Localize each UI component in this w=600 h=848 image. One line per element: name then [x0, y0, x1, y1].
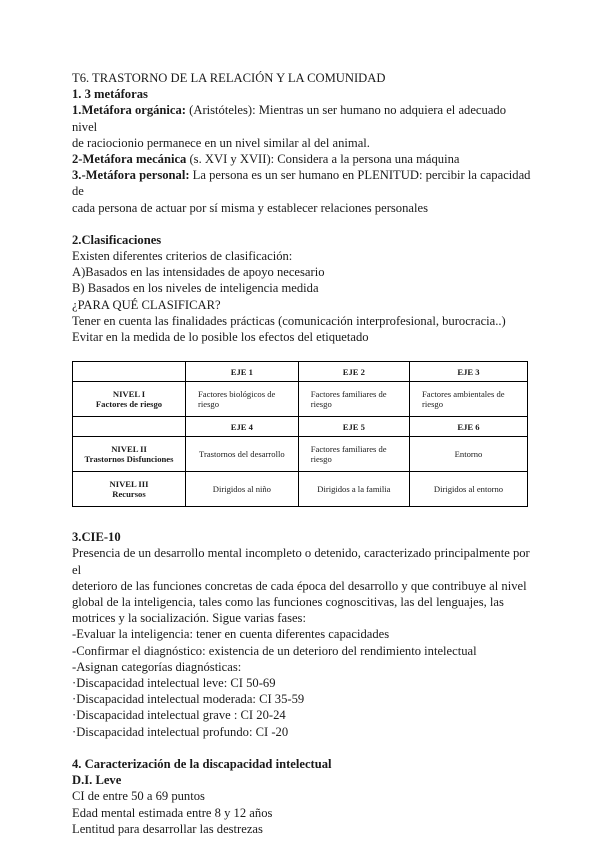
- s4-line: Lentitud para desarrollar las destrezas: [72, 821, 263, 836]
- section-2-heading: 2.Clasificaciones: [72, 232, 162, 247]
- s3-line: ·Discapacidad intelectual profundo: CI -20: [72, 724, 289, 739]
- level-label: NIVEL II Trastornos Disfunciones: [73, 437, 186, 472]
- table-empty-cell: [73, 362, 186, 382]
- s2-line: A)Basados en las intensidades de apoyo necesario: [72, 265, 325, 280]
- metaphor-mechanic: 2-Metáfora mecánica (s. XVI y XVII): Considera a la persona una máquina: [72, 152, 460, 167]
- table-cell: Factores biológicos de riesgo: [186, 382, 299, 417]
- table-cell: Factores familiares de riesgo: [298, 437, 409, 472]
- metaphor-personal-cont: cada persona de actuar por sí misma y establecer relaciones personales: [72, 200, 428, 215]
- table-cell: Dirigidos al entorno: [410, 472, 528, 507]
- table-cell: Dirigidos a la familia: [298, 472, 409, 507]
- s3-line: -Evaluar la inteligencia: tener en cuenta diferentes capacidades: [72, 627, 390, 642]
- table-cell: Entorno: [410, 437, 528, 472]
- metaphor-organic: 1.Metáfora orgánica: (Aristóteles): Mientras un ser humano no adquiera el adecuado nivel: [72, 103, 507, 134]
- table-cell: Factores ambientales de riesgo: [410, 382, 528, 417]
- s2-line: Evitar en la medida de lo posible los efectos del etiquetado: [72, 330, 369, 345]
- table-row: [73, 472, 528, 507]
- table-row: [73, 437, 528, 472]
- table-row: [73, 417, 528, 437]
- document-title: T6. TRASTORNO DE LA RELACIÓN Y LA COMUNIDAD: [72, 71, 386, 85]
- axis-header: EJE 4: [186, 417, 299, 437]
- s4-line: CI de entre 50 a 69 puntos: [72, 789, 205, 804]
- metaphor-organic-label: 1.Metáfora orgánica:: [72, 103, 187, 118]
- axis-header: EJE 3: [410, 362, 528, 382]
- section-4-subheading: D.I. Leve: [72, 773, 122, 788]
- s3-line: ·Discapacidad intelectual leve: CI 50-69: [72, 676, 276, 691]
- metaphor-organic-cont: de raciocionio permanece en un nivel similar al del animal.: [72, 135, 370, 150]
- s3-line: -Confirmar el diagnóstico: existencia de un deterioro del rendimiento intelectual: [72, 643, 477, 658]
- table-cell: Factores familiares de riesgo: [298, 382, 409, 417]
- table-cell: Trastornos del desarrollo: [186, 437, 299, 472]
- section-1-heading: 1. 3 metáforas: [72, 87, 148, 102]
- level-label: NIVEL III Recursos: [73, 472, 186, 507]
- s2-line: ¿PARA QUÉ CLASIFICAR?: [72, 297, 221, 312]
- s3-line: global de la inteligencia, tales como las funciones cognoscitivas, las del lenguajes, las: [72, 595, 504, 610]
- s3-line: ·Discapacidad intelectual moderada: CI 35-59: [72, 692, 305, 707]
- s3-line: Presencia de un desarrollo mental incompleto o detenido, caracterizado principalmente por el: [72, 546, 530, 577]
- s3-line: deterioro de las funciones concretas de cada época del desarrollo y que contribuye al nivel: [72, 578, 527, 593]
- classification-table: [72, 361, 528, 507]
- s2-line: Existen diferentes criterios de clasificación:: [72, 249, 293, 264]
- s2-line: Tener en cuenta las finalidades prácticas (comunicación interprofesional, burocracia..): [72, 313, 506, 328]
- s2-line: B) Basados en los niveles de inteligencia medida: [72, 281, 319, 296]
- metaphor-personal: 3.-Metáfora personal: La persona es un ser humano en PLENITUD: percibir la capacidad de: [72, 168, 531, 199]
- document-page: [72, 70, 532, 837]
- s3-line: ·Discapacidad intelectual grave : CI 20-24: [72, 708, 286, 723]
- table-empty-cell: [73, 417, 186, 437]
- s4-line: Edad mental estimada entre 8 y 12 años: [72, 805, 273, 820]
- section-3-heading: 3.CIE-10: [72, 530, 121, 545]
- axis-header: EJE 2: [298, 362, 409, 382]
- metaphor-personal-label: 3.-Metáfora personal:: [72, 168, 190, 183]
- axis-header: EJE 6: [410, 417, 528, 437]
- metaphor-mechanic-label: 2-Metáfora mecánica: [72, 152, 187, 167]
- s3-line: -Asignan categorías diagnósticas:: [72, 659, 242, 674]
- axis-header: EJE 1: [186, 362, 299, 382]
- table-cell: Dirigidos al niño: [186, 472, 299, 507]
- s3-line: motrices y la socialización. Sigue varias fases:: [72, 611, 306, 626]
- level-label: NIVEL I Factores de riesgo: [73, 382, 186, 417]
- table-row: [73, 362, 528, 382]
- axis-header: EJE 5: [298, 417, 409, 437]
- table-row: [73, 382, 528, 417]
- section-4-heading: 4. Caracterización de la discapacidad intelectual: [72, 756, 332, 771]
